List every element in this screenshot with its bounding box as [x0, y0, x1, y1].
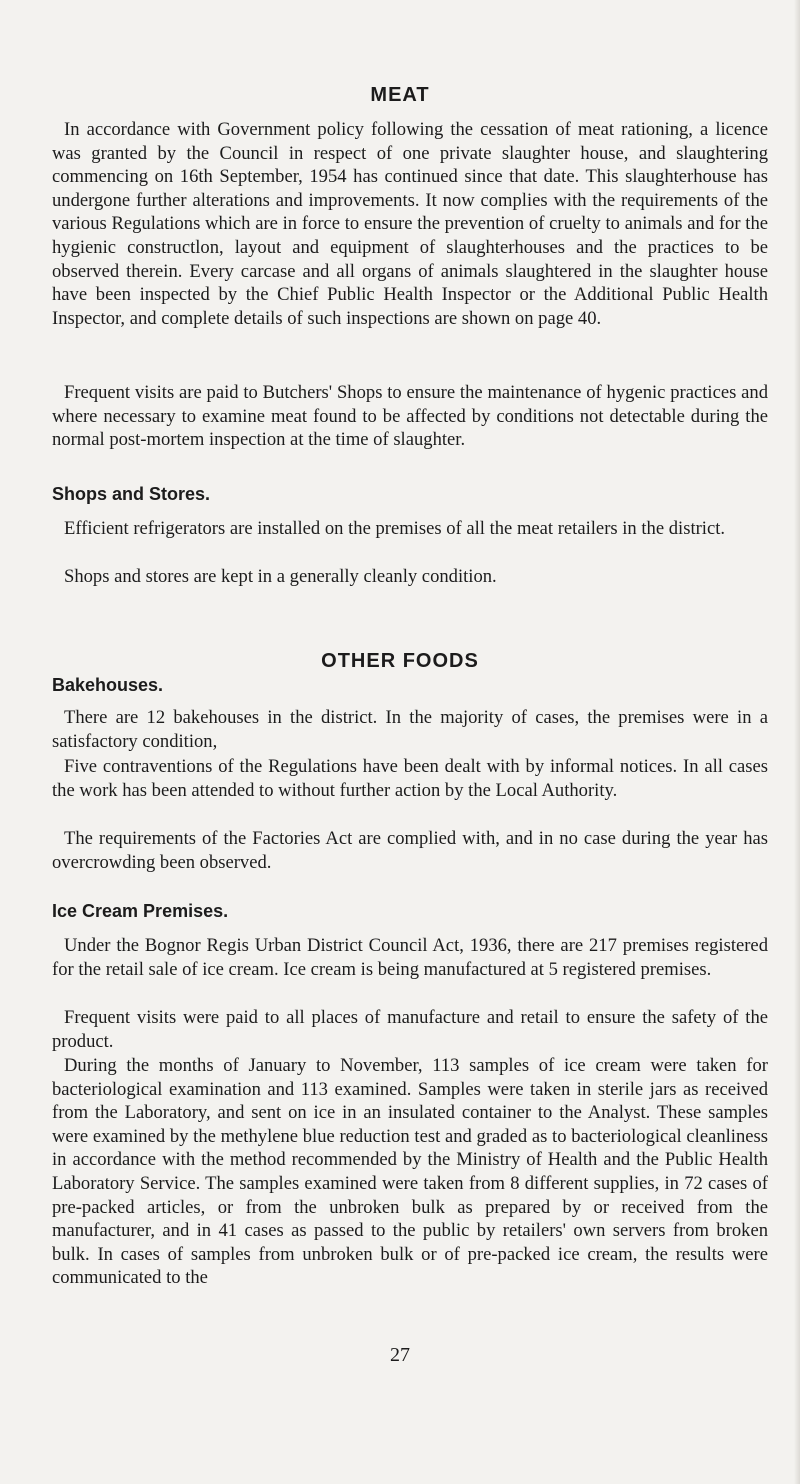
meat-paragraph-2: Frequent visits are paid to Butchers' Shops to ensure the maintenance of hygenic practices and where necessary to examine meat found to be affected by conditions not detectable during the normal post-mortem inspection at the time of slaughter.	[52, 382, 768, 451]
bakehouses-paragraph-1: There are 12 bakehouses in the district. In the majority of cases, the premises were in a satisfactory condition,	[52, 707, 768, 752]
heading-bakehouses: Bakehouses.	[52, 675, 164, 695]
page-number: 27	[390, 1344, 410, 1366]
shops-paragraph-2: Shops and stores are kept in a generally cleanly condition.	[64, 566, 497, 587]
bakehouses-paragraph-3: The requirements of the Factories Act are complied with, and in no case during the year has overcrowding been observed.	[52, 828, 768, 873]
ice-cream-paragraph-1: Under the Bognor Regis Urban District Council Act, 1936, there are 217 premises registered for the retail sale of ice cream. Ice cream is being manufactured at 5 registered premises.	[52, 935, 768, 980]
bakehouses-paragraph-2: Five contraventions of the Regulations have been dealt with by informal notices. In all cases the work has been attended to without further action by the Local Authority.	[52, 756, 768, 801]
section-title-meat: MEAT	[370, 84, 430, 106]
ice-cream-paragraph-2: Frequent visits were paid to all places of manufacture and retail to ensure the safety of the product.	[52, 1007, 768, 1052]
section-title-other-foods: OTHER FOODS	[321, 650, 479, 672]
shops-paragraph-1: Efficient refrigerators are installed on the premises of all the meat retailers in the district.	[64, 518, 726, 539]
page-edge-shadow	[794, 0, 800, 1484]
ice-cream-paragraph-3: During the months of January to November, 113 samples of ice cream were taken for bacteriological examination and 113 examined. Samples were taken in sterile jars as received from the Laboratory, and sent on ice in an insulated container to the Analyst. These samples were examined by the methylene blue reduction test and graded as to bacteriological cleanliness in accordance with the method recommended by the Ministry of Health and the Public Health Laboratory Service. The samples examined were taken from 8 different supplies, in 72 cases of pre-packed articles, or from the unbroken bulk as prepared by or received from the manufacturer, and in 41 cases as passed to the public by retailers' own servers from broken bulk. In cases of samples from unbroken bulk or of pre-packed ice cream, the results were communicated to the	[52, 1055, 768, 1289]
heading-shops-and-stores: Shops and Stores.	[52, 484, 211, 504]
heading-ice-cream-premises: Ice Cream Premises.	[52, 901, 229, 921]
meat-paragraph-1: In accordance with Government policy following the cessation of meat rationing, a licence was granted by the Council in respect of one private slaughter house, and slaughtering commencing on 16th September, 1954 has continued since that date. This slaughterhouse has undergone further alterations and improvements. It now complies with the requirements of the various Regulations which are in force to ensure the prevention of cruelty to animals and for the hygienic constructlon, layout and equipment of slaughterhouses and the practices to be observed therein. Every carcase and all organs of animals slaughtered in the slaughter house have been inspected by the Chief Public Health Inspector or the Additional Public Health Inspector, and complete details of such inspections are shown on page 40.	[52, 119, 768, 329]
